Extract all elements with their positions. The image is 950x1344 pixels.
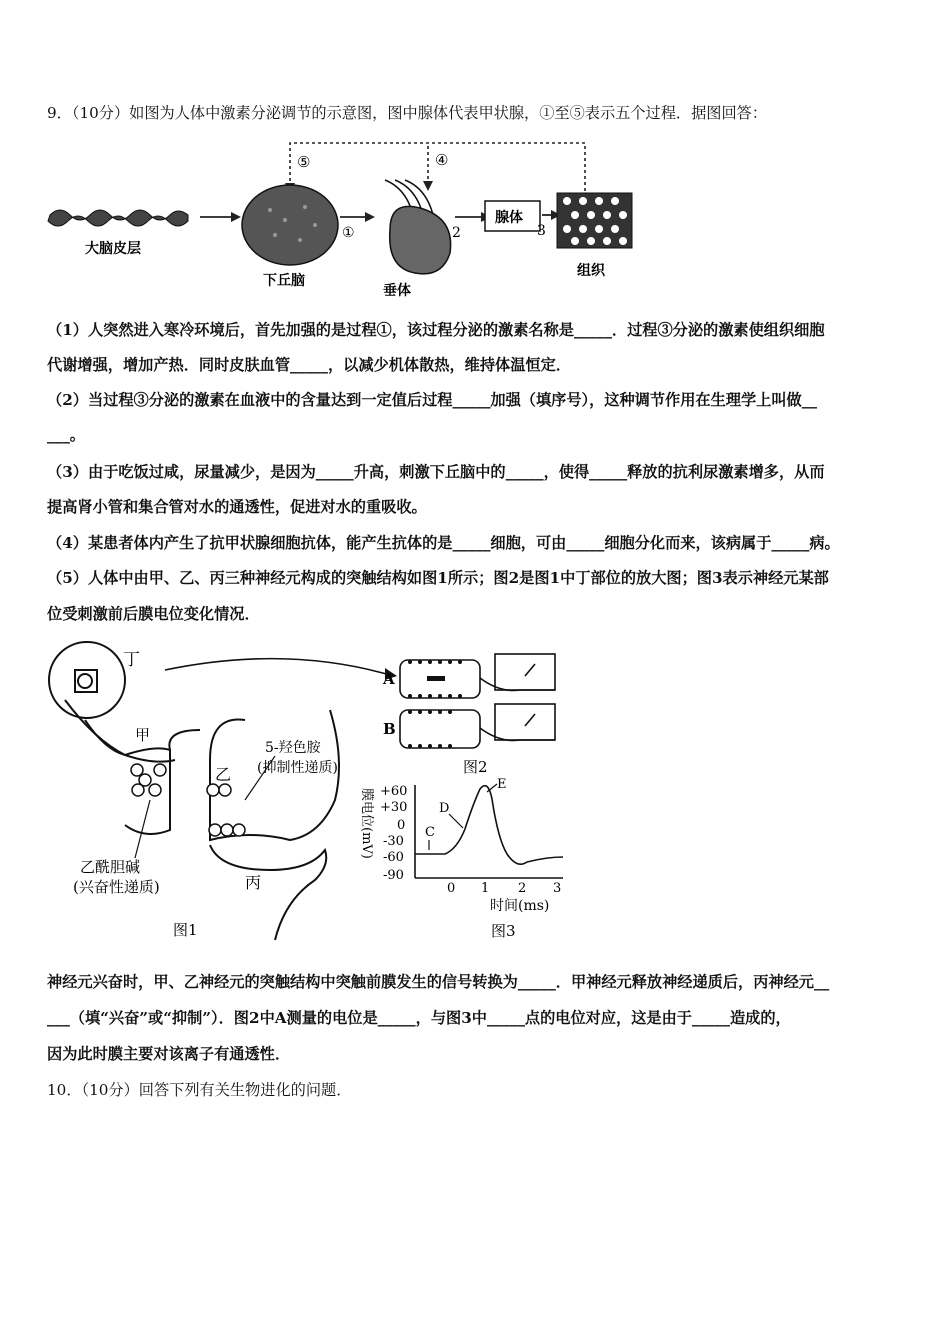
arrow-1-label: ① [342, 225, 355, 241]
ytick-1: +30 [380, 800, 408, 815]
ytick-3: -30 [383, 834, 404, 849]
q9-line-9: 位受刺激前后膜电位变化情况． [47, 605, 260, 623]
xtick-0: 0 [447, 881, 456, 896]
xlabel: 时间(ms) [490, 898, 550, 914]
gland-label: 腺体 [495, 210, 523, 226]
arrow-4-label: ④ [435, 151, 449, 169]
label-A: A [383, 670, 395, 688]
label-D: D [439, 801, 450, 816]
q9-after-line-2: ___（填“兴奋”或“抑制”）．图2中A测量的电位是_____，与图3中_____点的电位对应，这是由于_____造成的， [47, 1009, 791, 1027]
label-ding: 丁 [123, 650, 140, 670]
label-yi: 乙 [215, 765, 232, 784]
hypothalamus-shape [242, 185, 338, 265]
cortex-label: 大脑皮层 [85, 241, 141, 257]
q9-line-1: （1）人突然进入寒冷环境后，首先加强的是过程①，该过程分泌的激素名称是_____．过程③分泌的激素使组织细胞 [47, 321, 825, 339]
q9-stem: 9．（10分）如图为人体中激素分泌调节的示意图，图中腺体代表甲状腺，①至⑤表示五个过程．据图回答： [47, 104, 768, 122]
tissue-label: 组织 [577, 263, 605, 279]
label-jia: 甲 [135, 726, 151, 744]
q9-after-line-1: 神经元兴奋时，甲、乙神经元的突触结构中突触前膜发生的信号转换为_____．甲神经元释放神经递质后，丙神经元__ [47, 973, 830, 991]
label-E: E [497, 777, 507, 792]
ytick-5: -90 [383, 868, 404, 883]
label-ach-note: (兴奋性递质) [73, 878, 160, 896]
xtick-2: 2 [518, 881, 527, 896]
tissue-shape [557, 193, 632, 248]
action-potential-curve [415, 786, 563, 865]
q9-line-4: ___。 [47, 426, 85, 444]
label-fig2: 图2 [463, 758, 488, 776]
q9-line-6: 提高肾小管和集合管对水的通透性，促进对水的重吸收。 [47, 498, 427, 516]
label-fig3: 图3 [491, 922, 516, 940]
label-bing: 丙 [245, 873, 262, 892]
ytick-4: -60 [383, 850, 404, 865]
label-C: C [425, 825, 435, 840]
synapse-figure [45, 640, 575, 945]
xtick-3: 3 [553, 881, 562, 896]
arrow-3-label: 3 [537, 223, 546, 239]
hypothalamus-label: 下丘脑 [263, 273, 305, 289]
q9-line-7: （4）某患者体内产生了抗甲状腺细胞抗体，能产生抗体的是_____细胞，可由_____细胞分化而来，该病属于_____病。 [47, 534, 840, 552]
ding-circle [49, 642, 125, 718]
figure-2 [400, 654, 555, 748]
cortex-shape [48, 210, 188, 226]
q9-after-line-3: 因为此时膜主要对该离子有通透性． [47, 1045, 290, 1063]
arrow-4-head [423, 181, 433, 191]
pituitary-label: 垂体 [383, 283, 411, 299]
label-5ht-note: (抑制性递质) [257, 760, 338, 776]
q9-line-2: 代谢增强，增加产热．同时皮肤血管_____，以减少机体散热，维持体温恒定． [47, 356, 571, 374]
q9-line-5: （3）由于吃饭过咸，尿量减少，是因为_____升高，刺激下丘脑中的_____，使得_____释放的抗利尿激素增多，从而 [47, 463, 825, 481]
hormone-regulation-figure [45, 135, 645, 300]
label-B: B [383, 720, 396, 738]
q9-line-3: （2）当过程③分泌的激素在血液中的含量达到一定值后过程_____加强（填序号），这种调节作用在生理学上叫做__ [47, 391, 817, 409]
ytick-0: +60 [380, 784, 408, 799]
label-5ht: 5-羟色胺 [265, 740, 321, 756]
q10-stem: 10．（10分）回答下列有关生物进化的问题． [47, 1081, 352, 1099]
arrow-2-label: 2 [452, 225, 461, 241]
label-ach: 乙酰胆碱 [80, 858, 141, 876]
q9-line-8: （5）人体中由甲、乙、丙三种神经元构成的突触结构如图1所示；图2是图1中丁部位的放大图；图3表示神经元某部 [47, 569, 829, 587]
figure-3 [415, 785, 563, 878]
arrow-5-label: ⑤ [297, 153, 311, 171]
label-fig1: 图1 [173, 921, 198, 939]
pituitary-shape [385, 180, 451, 274]
xtick-1: 1 [481, 881, 490, 896]
ylabel: 膜电位(mV) [359, 788, 374, 859]
ytick-2: 0 [397, 818, 406, 833]
